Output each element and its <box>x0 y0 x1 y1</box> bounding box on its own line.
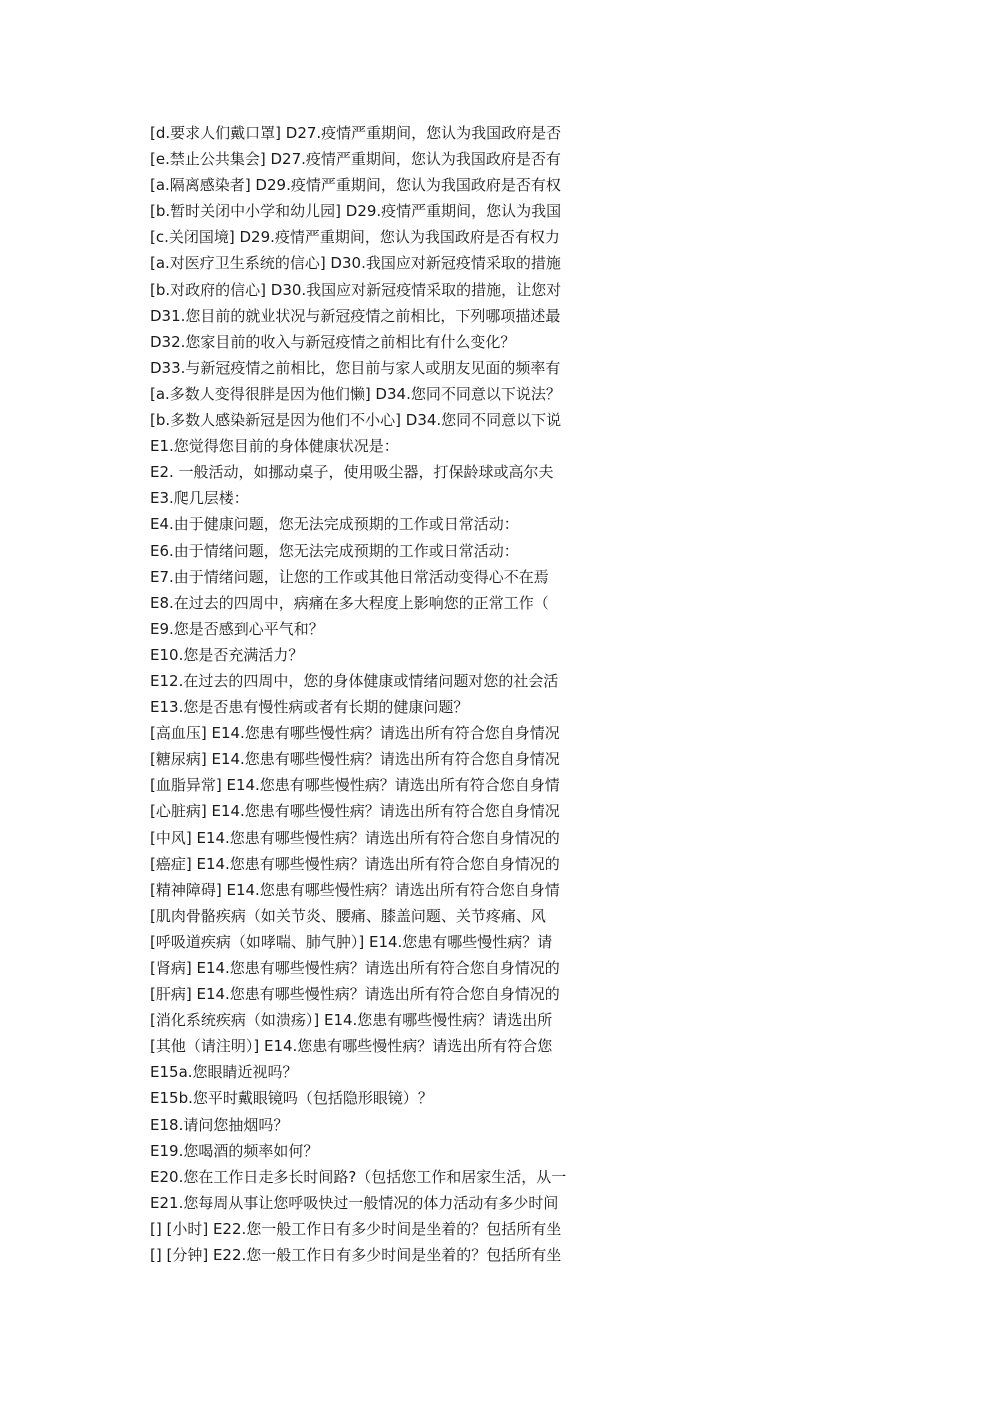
text-line: [b.暂时关闭中小学和幼儿园] D29.疫情严重期间，您认为我国 <box>150 202 562 221</box>
text-line: E6.由于情绪问题，您无法完成预期的工作或日常活动： <box>150 541 519 560</box>
text-line: [] [小时] E22.您一般工作日有多少时间是坐着的？包括所有坐 <box>150 1219 562 1238</box>
text-line: [b.对政府的信心] D30.我国应对新冠疫情采取的措施，让您对 <box>150 280 562 299</box>
text-line: [d.要求人们戴口罩] D27.疫情严重期间，您认为我国政府是否 <box>150 124 562 142</box>
text-line: [a.隔离感染者] D29.疫情严重期间，您认为我国政府是否有权 <box>150 176 561 195</box>
text-line: [b.多数人感染新冠是因为他们不小心] D34.您同不同意以下说 <box>150 411 562 430</box>
text-line: [] [分钟] E22.您一般工作日有多少时间是坐着的？包括所有坐 <box>150 1246 562 1265</box>
text-line: D31.您目前的就业状况与新冠疫情之前相比，下列哪项描述最 <box>150 306 561 325</box>
text-line: D33.与新冠疫情之前相比，您目前与家人或朋友见面的频率有 <box>150 358 561 377</box>
text-line: [高血压] E14.您患有哪些慢性病？请选出所有符合您自身情况 <box>150 724 560 743</box>
text-line: [糖尿病] E14.您患有哪些慢性病？请选出所有符合您自身情况 <box>150 750 560 769</box>
text-line: [肝病] E14.您患有哪些慢性病？请选出所有符合您自身情况的 <box>150 985 560 1004</box>
text-line: E3.爬几层楼： <box>150 489 249 508</box>
text-line: [a.多数人变得很胖是因为他们懒] D34.您同不同意以下说法？ <box>150 384 561 403</box>
text-line: E15b.您平时戴眼镜吗（包括隐形眼镜）？ <box>150 1089 433 1108</box>
text-line: [癌症] E14.您患有哪些慢性病？请选出所有符合您自身情况的 <box>150 854 560 873</box>
text-line: [消化系统疾病（如溃疡）] E14.您患有哪些慢性病？请选出所 <box>150 1011 553 1030</box>
text-line: [呼吸道疾病（如哮喘、肺气肿）] E14.您患有哪些慢性病？请 <box>150 932 553 951</box>
text-line: E2. 一般活动，如挪动桌子，使用吸尘器，打保龄球或高尔夫 <box>150 463 554 482</box>
text-line: E15a.您眼睛近视吗？ <box>150 1063 298 1082</box>
text-line: [其他（请注明）] E14.您患有哪些慢性病？请选出所有符合您 <box>150 1037 553 1056</box>
text-line: [中风] E14.您患有哪些慢性病？请选出所有符合您自身情况的 <box>150 828 560 847</box>
text-line: [肾病] E14.您患有哪些慢性病？请选出所有符合您自身情况的 <box>150 959 560 977</box>
text-line: E20.您在工作日走多长时间路?（包括您工作和居家生活，从一 <box>150 1167 567 1186</box>
questionnaire-text <box>150 120 670 1268</box>
text-line: E7.由于情绪问题，让您的工作或其他日常活动变得心不在焉 <box>150 567 549 586</box>
text-line: [a.对医疗卫生系统的信心] D30.我国应对新冠疫情采取的措施 <box>150 254 561 273</box>
text-line: E19.您喝酒的频率如何？ <box>150 1141 319 1160</box>
text-line: [精神障碍] E14.您患有哪些慢性病？请选出所有符合您自身情 <box>150 880 560 899</box>
text-line: E18.请问您抽烟吗？ <box>150 1115 289 1134</box>
text-line: E12.在过去的四周中，您的身体健康或情绪问题对您的社会活 <box>150 671 559 690</box>
text-line: E9.您是否感到心平气和？ <box>150 619 324 638</box>
text-line: [血脂异常] E14.您患有哪些慢性病？请选出所有符合您自身情 <box>150 776 560 795</box>
text-line: E13.您是否患有慢性病或者有长期的健康问题？ <box>150 698 469 717</box>
text-line: D32.您家目前的收入与新冠疫情之前相比有什么变化？ <box>150 332 516 351</box>
text-line: E21.您每周从事让您呼吸快过一般情况的体力活动有多少时间 <box>150 1193 559 1212</box>
text-line: E4.由于健康问题，您无法完成预期的工作或日常活动： <box>150 515 519 534</box>
text-line: E8.在过去的四周中，病痛在多大程度上影响您的正常工作（ <box>150 593 549 612</box>
text-line: [心脏病] E14.您患有哪些慢性病？请选出所有符合您自身情况 <box>150 802 560 821</box>
text-line: [c.关闭国境] D29.疫情严重期间，您认为我国政府是否有权力 <box>150 228 560 247</box>
text-line: E1.您觉得您目前的身体健康状况是： <box>150 437 399 456</box>
text-line: E10.您是否充满活力？ <box>150 645 304 664</box>
text-line: [e.禁止公共集会] D27.疫情严重期间，您认为我国政府是否有 <box>150 150 561 169</box>
text-line: [肌肉骨骼疾病（如关节炎、腰痛、膝盖问题、关节疼痛、风 <box>150 906 546 925</box>
